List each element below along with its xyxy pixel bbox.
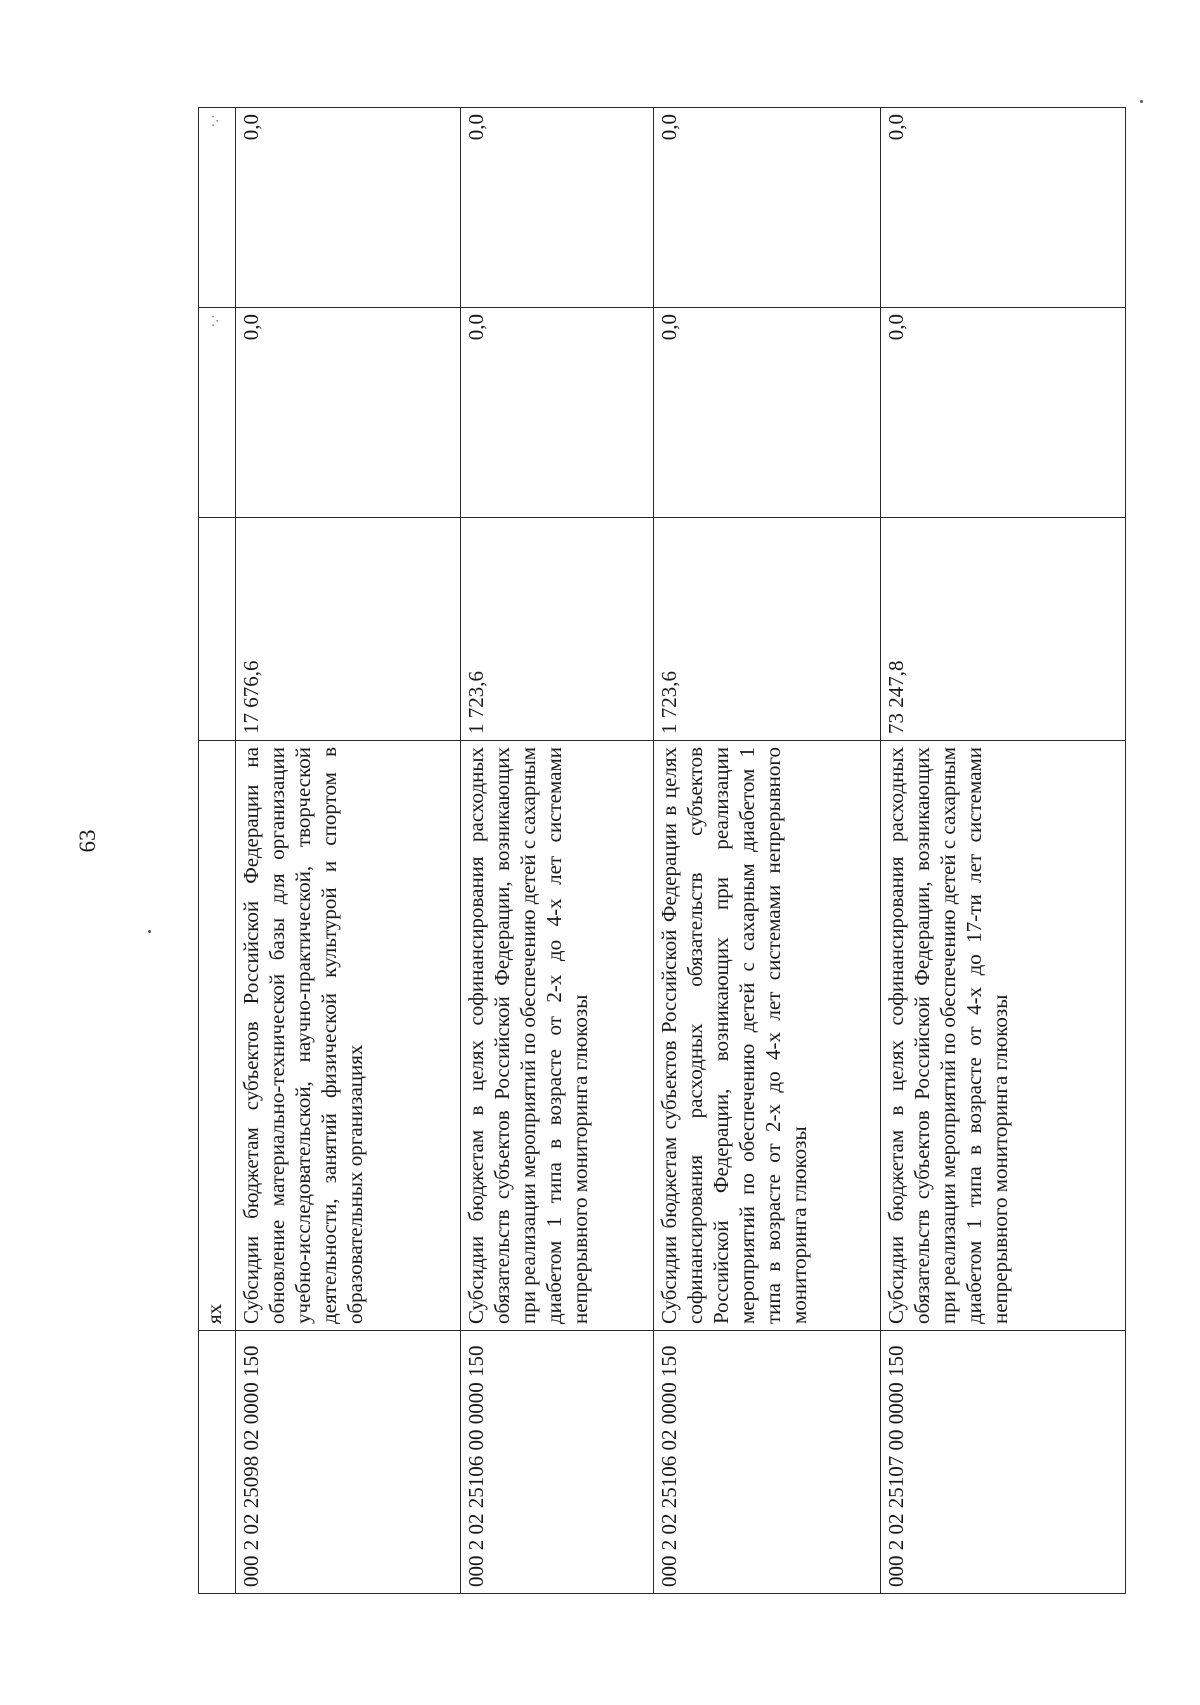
table-row <box>461 108 654 1594</box>
amount-cell: 17 676,6 <box>236 518 461 741</box>
header-description-tail: ях <box>199 741 236 1331</box>
value-2-cell: 0,0 <box>236 108 461 308</box>
description-cell: Субсидии бюджетам в целях софинансирования расходных обязательств субъектов Российской Федерации, возникающих при реализации мероприятий по обеспечению детей с сахарным диабетом 1 типа в возрасте от 2-х до 4-х лет системами непрерывного мониторинга глюкозы <box>461 741 654 1331</box>
table-header-row <box>199 108 236 1594</box>
amount-cell: 1 723,6 <box>461 518 654 741</box>
description-cell: Субсидии бюджетам субъектов Российской Федерации на обновление материально-технической базы для организации учебно-исследовательской, научно-практической, творческой деятельности, занятий физической культурой и спортом в образовательных организациях <box>236 741 461 1331</box>
value-1-cell: 0,0 <box>461 308 654 518</box>
description-cell: Субсидии бюджетам в целях софинансирования расходных обязательств субъектов Российской Федерации, возникающих при реализации мероприятий по обеспечению детей с сахарным диабетом 1 типа в возрасте от 4-х до 17-ти лет системами непрерывного мониторинга глюкозы <box>881 741 1126 1331</box>
table-row <box>236 108 461 1594</box>
table-row <box>881 108 1126 1594</box>
budget-code-cell: 000 2 02 25107 00 0000 150 <box>881 1331 1126 1594</box>
value-1-cell: 0,0 <box>654 308 881 518</box>
budget-code-cell: 000 2 02 25098 02 0000 150 <box>236 1331 461 1594</box>
header-code-cell <box>199 1331 236 1594</box>
scan-speck <box>1140 100 1143 103</box>
value-2-cell: 0,0 <box>461 108 654 308</box>
page-number: 63 <box>75 829 100 853</box>
value-2-cell: 0,0 <box>881 108 1126 308</box>
budget-code-cell: 000 2 02 25106 02 0000 150 <box>654 1331 881 1594</box>
budget-table <box>198 107 1126 1594</box>
budget-code-cell: 000 2 02 25106 00 0000 150 <box>461 1331 654 1594</box>
amount-cell: 73 247,8 <box>881 518 1126 741</box>
amount-cell: 1 723,6 <box>654 518 881 741</box>
value-2-cell: 0,0 <box>654 108 881 308</box>
value-1-cell: 0,0 <box>236 308 461 518</box>
header-amount-cell <box>199 518 236 741</box>
value-1-cell: 0,0 <box>881 308 1126 518</box>
scan-speck <box>148 930 151 933</box>
header-col4-mark: ·.· <box>199 308 236 518</box>
header-col5-mark: ·.· <box>199 108 236 308</box>
budget-table-container <box>198 108 1105 1594</box>
description-cell: Субсидии бюджетам субъектов Российской Федерации в целях софинансирования расходных обязательств субъектов Российской Федерации, возникающих при реализации мероприятий по обеспечению детей с сахарным диабетом 1 типа в возрасте от 2-х до 4-х лет системами непрерывного мониторинга глюкозы <box>654 741 881 1331</box>
table-row <box>654 108 881 1594</box>
